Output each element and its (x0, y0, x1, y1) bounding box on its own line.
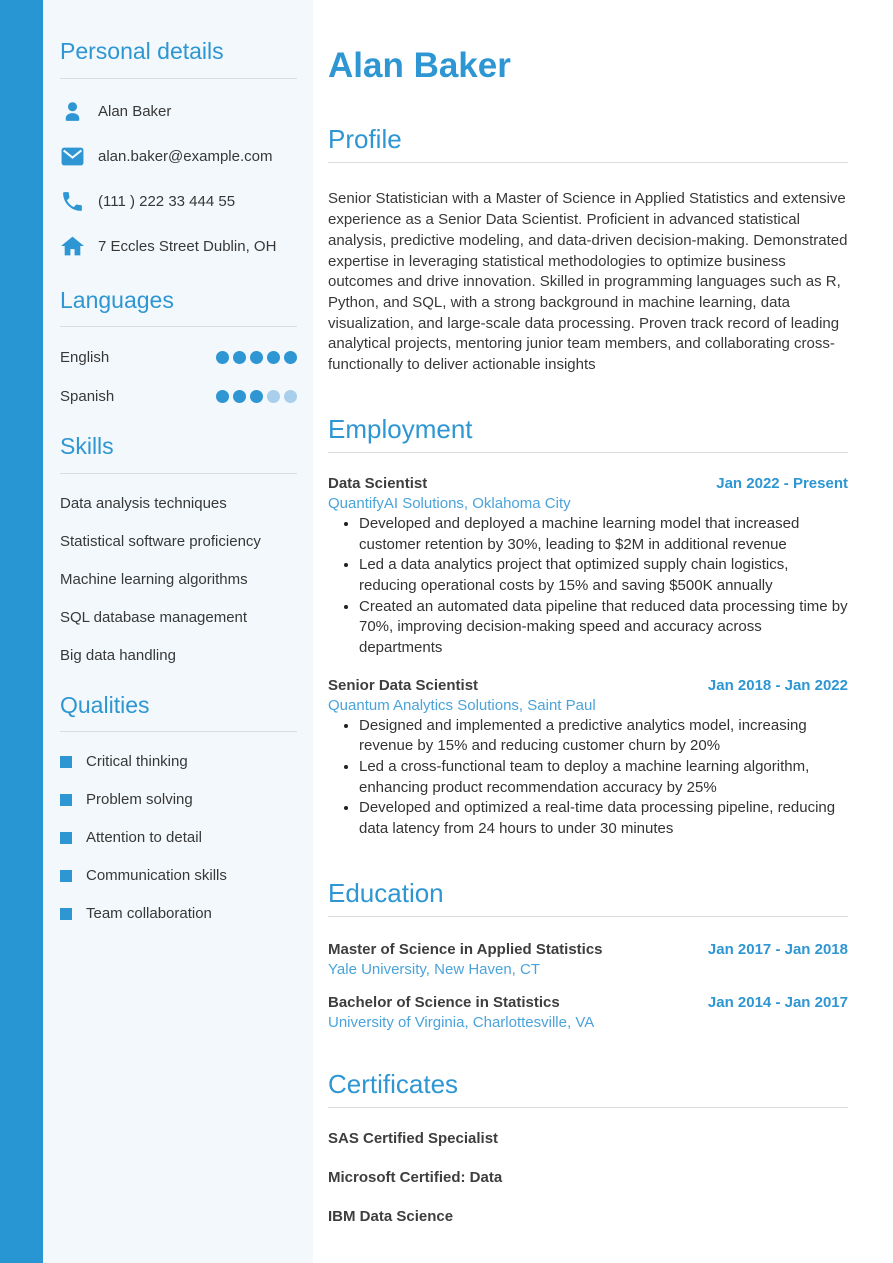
accent-stripe (0, 0, 43, 1263)
job-dates: Jan 2018 - Jan 2022 (707, 676, 848, 694)
candidate-name: Alan Baker (328, 46, 511, 85)
sidebar (43, 0, 313, 1263)
quality-label: Problem solving (86, 791, 193, 809)
level-dot-empty (267, 390, 280, 403)
personal-detail-phone (60, 189, 297, 214)
level-dot-filled (250, 390, 263, 403)
education-dates: Jan 2014 - Jan 2017 (707, 993, 848, 1011)
job-bullet-list (328, 716, 848, 840)
certificates-section (328, 1069, 848, 1225)
level-dot-empty (284, 390, 297, 403)
job-dates: Jan 2022 - Present (716, 474, 848, 492)
personal-details-section (60, 38, 297, 259)
phone-icon (60, 189, 85, 214)
language-level-dots (216, 390, 297, 403)
certificate-item: SAS Certified Specialist (328, 1130, 499, 1148)
skill-item: Data analysis techniques (60, 494, 227, 512)
education-header (328, 941, 848, 958)
job-bullet: • Created an automated data pipeline that reduced data processing time by 70%, improving decision-making speed and accuracy across departments (359, 597, 848, 659)
education-entry (328, 941, 848, 978)
quality-label: Critical thinking (86, 753, 188, 771)
personal-details-title: Personal details (60, 38, 224, 64)
education-title: Education (328, 877, 444, 908)
person-icon (60, 99, 85, 124)
square-bullet-icon (60, 756, 72, 768)
section-divider (328, 452, 848, 453)
education-entry (328, 994, 848, 1031)
square-bullet-icon (60, 908, 72, 920)
quality-item (60, 791, 297, 808)
job-bullet: • Developed and deployed a machine learning model that increased customer retention by 30%, leading to $2M in additional revenue (359, 514, 848, 555)
level-dot-filled (250, 351, 263, 364)
personal-detail-text: Alan Baker (98, 102, 172, 120)
profile-text: Senior Statistician with a Master of Science in Applied Statistics and extensive experience as a Senior Data Scientist. Proficient in advanced statistical analysis, predictive modeling, and data-driven decision-making. Demonstrated expertise in leveraging statistical methodologies to optimize business outcomes and drive innovation. Skilled in programming languages such as R, Python, and SQL, with a strong background in machine learning, data visualization, and large-scale data processing. Proven track record of leading analytical projects, mentoring junior team members, and collaborating cross-functionally to deliver actionable insights (328, 190, 848, 373)
section-divider (60, 78, 297, 79)
education-dates: Jan 2017 - Jan 2018 (707, 940, 848, 958)
job-entry (328, 677, 848, 840)
language-name: English (60, 349, 110, 367)
square-bullet-icon (60, 832, 72, 844)
profile-title: Profile (328, 124, 402, 155)
profile-section (328, 124, 848, 375)
education-section (328, 878, 848, 1031)
personal-detail-address (60, 234, 297, 259)
language-row (60, 388, 297, 405)
language-name: Spanish (60, 388, 115, 406)
home-icon (60, 234, 85, 259)
job-header (328, 677, 848, 694)
section-divider (60, 473, 297, 474)
job-role: Data Scientist (328, 474, 428, 492)
job-company: QuantifyAI Solutions, Oklahoma City (328, 494, 571, 512)
square-bullet-icon (60, 794, 72, 806)
certificate-item: IBM Data Science (328, 1208, 454, 1226)
skill-item: Statistical software proficiency (60, 532, 261, 550)
languages-title: Languages (60, 286, 174, 313)
quality-item (60, 829, 297, 846)
square-bullet-icon (60, 870, 72, 882)
quality-label: Communication skills (86, 867, 227, 885)
quality-label: Attention to detail (86, 829, 202, 847)
skills-title: Skills (60, 433, 114, 460)
job-bullet: • Led a data analytics project that optimized supply chain logistics, reducing operational costs by 15% and saving $500K annually (359, 555, 848, 596)
section-divider (328, 1107, 848, 1108)
job-bullet: • Designed and implemented a predictive analytics model, increasing revenue by 15% and reducing customer churn by 20% (359, 716, 848, 757)
employment-title: Employment (328, 413, 473, 444)
section-divider (328, 916, 848, 917)
quality-item (60, 905, 297, 922)
qualities-title: Qualities (60, 691, 150, 718)
education-school: Yale University, New Haven, CT (328, 960, 541, 978)
level-dot-filled (233, 351, 246, 364)
skill-item: SQL database management (60, 608, 248, 626)
job-header (328, 475, 848, 492)
skill-item: Big data handling (60, 646, 176, 664)
personal-detail-email (60, 144, 297, 169)
education-school: University of Virginia, Charlottesville, VA (328, 1013, 595, 1031)
skill-item: Machine learning algorithms (60, 570, 248, 588)
education-header (328, 994, 848, 1011)
level-dot-filled (233, 390, 246, 403)
job-bullet-list (328, 514, 848, 659)
skills-section (60, 433, 297, 664)
level-dot-filled (284, 351, 297, 364)
personal-detail-text: (111 ) 222 33 444 55 (98, 192, 236, 210)
certificates-title: Certificates (328, 1068, 459, 1099)
languages-section (60, 287, 297, 406)
job-role: Senior Data Scientist (328, 676, 479, 694)
education-degree: Master of Science in Applied Statistics (328, 940, 603, 958)
job-bullet: • Developed and optimized a real-time data processing pipeline, reducing data latency from 24 hours to under 30 minutes (359, 798, 848, 839)
education-degree: Bachelor of Science in Statistics (328, 993, 560, 1011)
section-divider (60, 731, 297, 732)
qualities-section (60, 692, 297, 923)
level-dot-filled (216, 351, 229, 364)
section-divider (328, 162, 848, 163)
language-row (60, 349, 297, 366)
level-dot-filled (267, 351, 280, 364)
personal-detail-text: alan.baker@example.com (98, 147, 273, 165)
level-dot-filled (216, 390, 229, 403)
job-entry (328, 475, 848, 659)
main-content (313, 0, 893, 1263)
language-level-dots (216, 351, 297, 364)
personal-detail-name (60, 99, 297, 124)
job-bullet: • Led a cross-functional team to deploy a machine learning algorithm, enhancing product recommendation accuracy by 25% (359, 757, 848, 798)
quality-item (60, 753, 297, 770)
quality-item (60, 867, 297, 884)
certificate-item: Microsoft Certified: Data (328, 1169, 503, 1187)
employment-section (328, 414, 848, 840)
personal-detail-text: 7 Eccles Street Dublin, OH (98, 237, 277, 255)
envelope-icon (60, 144, 85, 169)
section-divider (60, 326, 297, 327)
quality-label: Team collaboration (86, 905, 212, 923)
job-company: Quantum Analytics Solutions, Saint Paul (328, 696, 596, 714)
